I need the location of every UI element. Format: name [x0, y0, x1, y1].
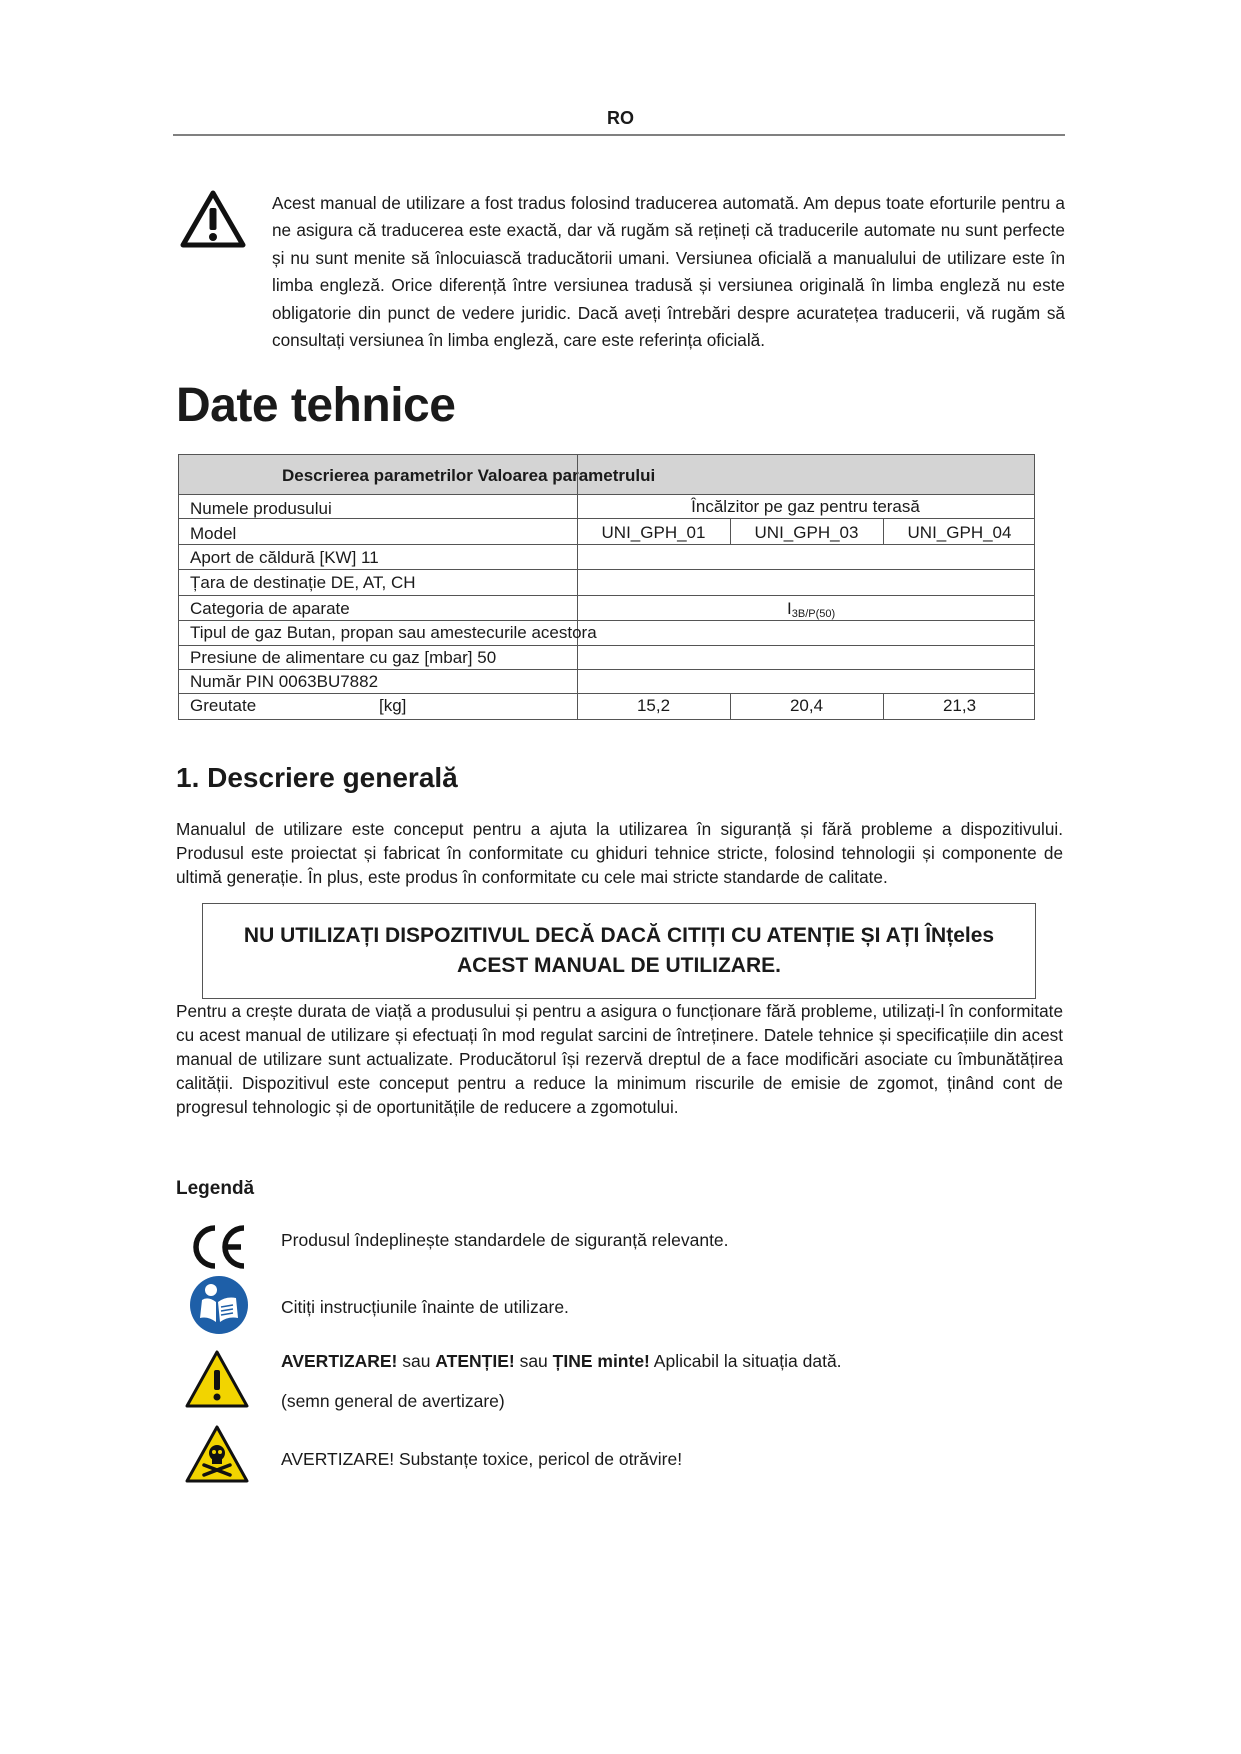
- general-description-paragraph: Manualul de utilizare este conceput pentru a ajuta la utilizarea în siguranță și fără probleme a dispozitivului. Produsul este proiectat și fabricat în conformitate cu ghiduri tehnice stricte, folosind tehnologii și componente de ultimă generație. În plus, este produs în conformitate cu cele mai stricte standarde de calitate.: [176, 819, 1063, 887]
- row-label-gas-type: Tipul de gaz Butan, propan sau amestecurile acestora: [190, 623, 597, 642]
- warning-triangle-icon: [180, 190, 246, 248]
- general-warning-icon: [184, 1348, 250, 1410]
- toxic-hazard-icon: [184, 1423, 250, 1485]
- model-value-3: UNI_GPH_04: [907, 523, 1012, 542]
- row-label-category: Categoria de aparate: [190, 599, 350, 618]
- row-label-pin: Număr PIN 0063BU7882: [190, 672, 379, 691]
- read-manual-icon: [186, 1274, 252, 1336]
- read-manual-warning-box: NU UTILIZAȚI DISPOZITIVUL DECĂ DACĂ CITIȚI CU ATENȚIE ȘI AȚI ÎNțeles ACEST MANUAL DE UTILIZARE.: [202, 903, 1036, 999]
- model-value-2: UNI_GPH_03: [754, 523, 859, 542]
- header-rule: [173, 134, 1065, 136]
- row-label-destination: Țara de destinație DE, AT, CH: [190, 573, 416, 592]
- weight-unit: [kg]: [379, 696, 407, 715]
- weight-value-1: 15,2: [636, 696, 671, 715]
- model-value-1: UNI_GPH_01: [601, 523, 706, 542]
- ce-mark-icon: [186, 1216, 252, 1278]
- row-label-weight: Greutate: [190, 696, 257, 715]
- legend-ce-text: Produsul îndeplinește standardele de siguranță relevante.: [281, 1230, 729, 1250]
- weight-value-3: 21,3: [942, 696, 977, 715]
- translation-notice: Acest manual de utilizare a fost tradus folosind traducerea automată. Am depus toate eforturile pentru a ne asigura că traducerea este exactă, dar vă rugăm să rețineți că traducerile automate nu sunt perfecte și nu sunt menite să înlocuiască traducătorii umani. Versiunea oficială a manualului de utilizare este în limba engleză. Orice diferență între versiunea tradusă și versiunea originală în limba engleză nu este obligatorie din punct de vedere juridic. Dacă aveți întrebări despre acuratețea traducerii, vă rugăm să consultați versiunea în limba engleză, care este referința oficială.: [272, 193, 1065, 351]
- technical-data-table: [178, 454, 1035, 720]
- legend-warning-subtext: (semn general de avertizare): [281, 1391, 505, 1411]
- row-label-heat-output: Aport de căldură [KW] 11: [190, 548, 379, 567]
- legend-title: Legendă: [176, 1178, 255, 1199]
- appliance-category-value: $I_{3B/P(50)}$: [787, 599, 836, 620]
- legend-warning-text: AVERTIZARE! sau ATENȚIE! sau ȚINE minte! Aplicabil la situația dată.: [281, 1351, 842, 1371]
- legend-manual-text: Citiți instrucțiunile înainte de utilizare.: [281, 1297, 569, 1317]
- maintenance-paragraph: Pentru a crește durata de viață a produsului și pentru a asigura o funcționare fără probleme, utilizați-l în conformitate cu acest manual de utilizare și efectuați în mod regulat sarcini de întreținere. Datele tehnice și specificațiile din acest manual de utilizare sunt actualizate. Producătorul își rezervă dreptul de a face modificări asociate cu îmbunătățirea calității. Dispozitivul este conceput pentru a reduce la minimum riscurile de emisie de zgomot, ținând cont de progresul tehnologic și de oportunitățile de reducere a zgomotului.: [176, 1001, 1063, 1117]
- row-label-model: Model: [190, 524, 237, 543]
- table-header: Descrierea parametrilor Valoarea parametrului: [282, 466, 656, 485]
- row-label-pressure: Presiune de alimentare cu gaz [mbar] 50: [190, 648, 497, 667]
- section-heading-general-description: 1. Descriere generală: [176, 762, 458, 793]
- product-name-value: Încălzitor pe gaz pentru terasă: [691, 497, 920, 516]
- row-label-product-name: Numele produsului: [190, 499, 332, 518]
- header-language-code: RO: [607, 108, 634, 128]
- page-title: Date tehnice: [176, 379, 456, 432]
- weight-value-2: 20,4: [789, 696, 824, 715]
- legend-toxic-text: AVERTIZARE! Substanțe toxice, pericol de otrăvire!: [281, 1449, 683, 1469]
